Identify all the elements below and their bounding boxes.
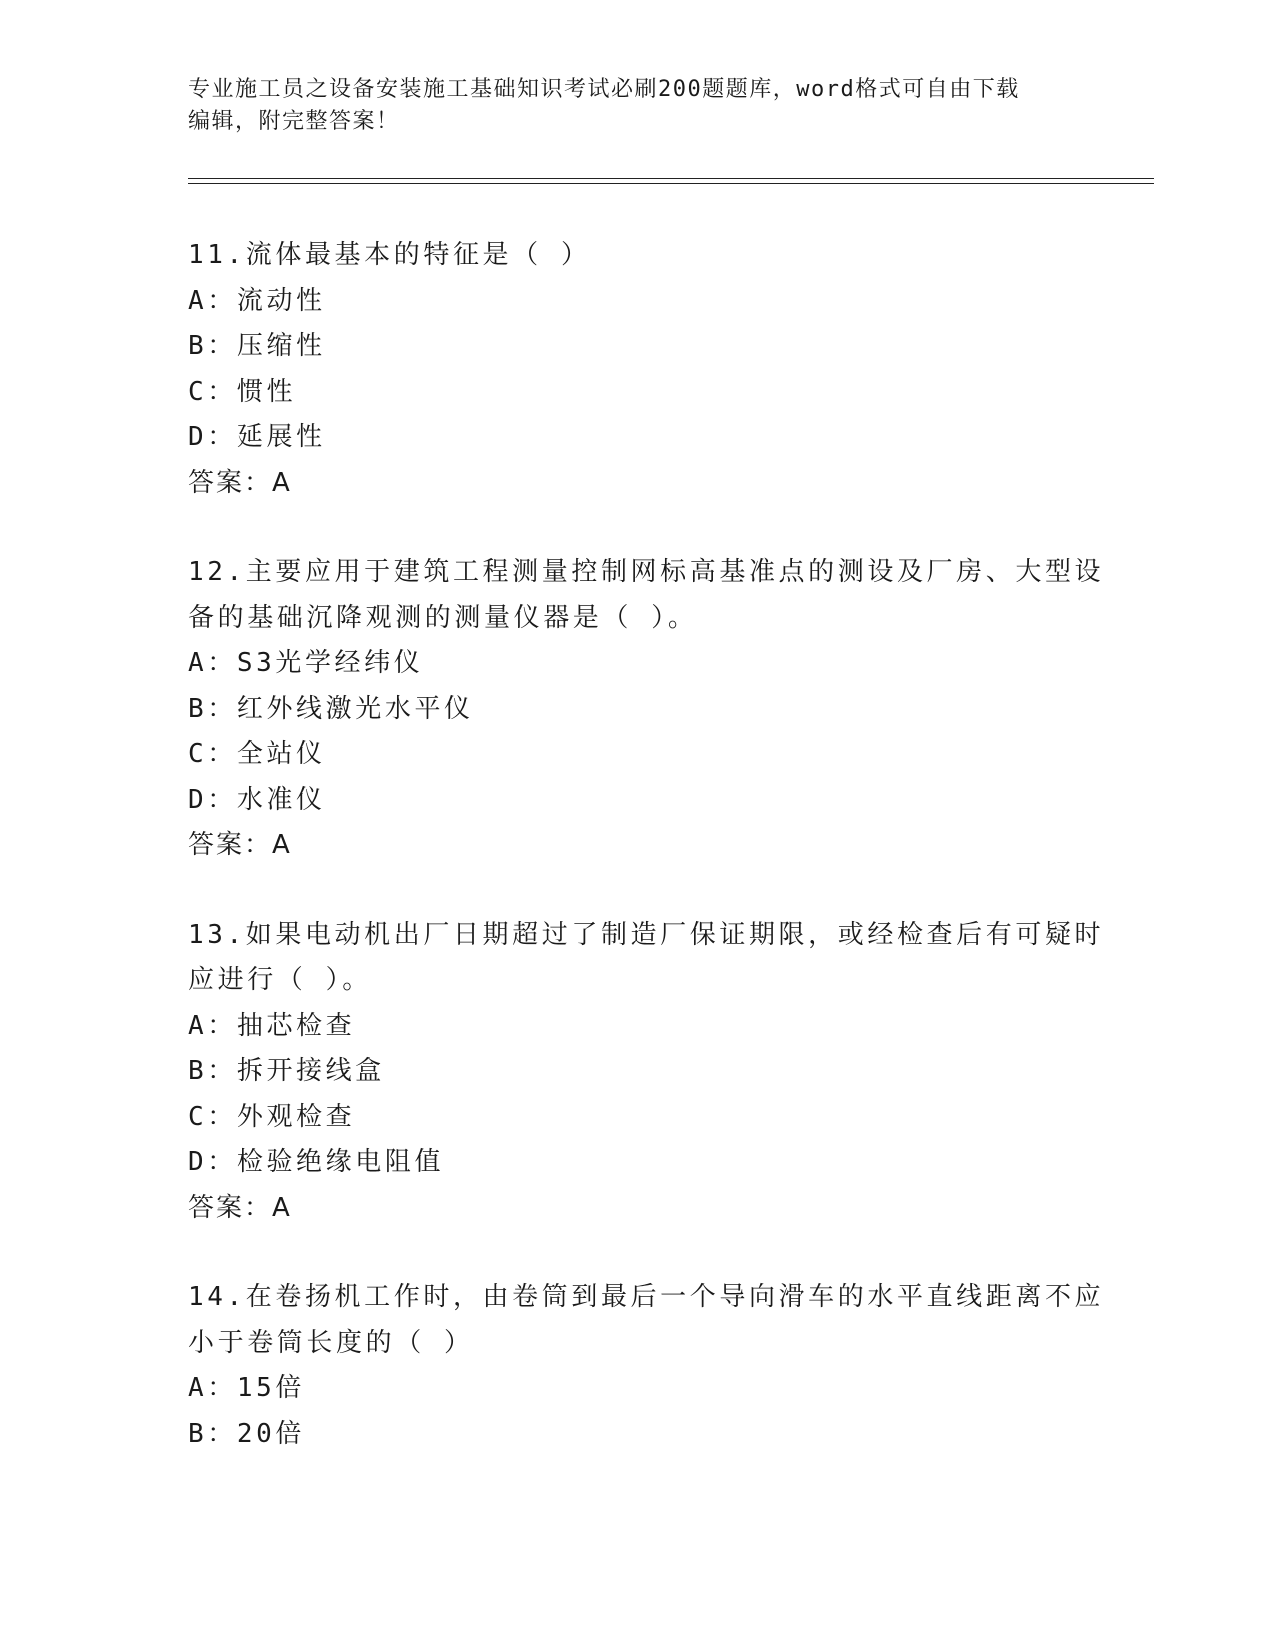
option-d: D：检验绝缘电阻值 [188,1147,445,1177]
option-b: B：红外线激光水平仪 [188,693,474,724]
document-header [188,74,1088,138]
option-d: D：水准仪 [188,784,326,815]
question-stem: 11.流体最基本的特征是（ ） [188,240,591,270]
question-stem-continued: 小于卷筒长度的（ ） [188,1327,474,1358]
option-c: C：惯性 [188,376,297,407]
header-line-1: 专业施工员之设备安装施工基础知识考试必刷200题题库，word格式可自由下载 [188,77,1020,102]
question-stem: 13.如果电动机出厂日期超过了制造厂保证期限，或经检查后有可疑时 [188,919,1105,950]
question-stem: 14.在卷扬机工作时，由卷筒到最后一个导向滑车的水平直线距离不应 [188,1282,1105,1312]
option-b: B：20倍 [188,1418,305,1449]
header-divider-bottom [188,183,1154,184]
option-c: C：全站仪 [188,739,326,769]
answer-line: 答案：A [188,830,292,860]
answer-line: 答案：A [188,1192,292,1223]
question-stem-continued: 备的基础沉降观测的测量仪器是（ ）。 [188,602,698,633]
option-a: A：S3光学经纬仪 [188,648,424,678]
option-b: B：拆开接线盒 [188,1056,385,1086]
question-14 [188,1275,1105,1457]
question-11 [188,233,1088,506]
option-d: D：延展性 [188,422,326,452]
question-12 [188,550,1105,869]
answer-line: 答案：A [188,467,292,498]
option-a: A：15倍 [188,1373,305,1403]
header-divider-top [188,178,1154,179]
option-a: A：抽芯检查 [188,1010,356,1041]
question-stem: 12.主要应用于建筑工程测量控制网标高基准点的测设及厂房、大型设 [188,557,1105,587]
question-stem-continued: 应进行（ ）。 [188,965,372,995]
header-line-2: 编辑，附完整答案！ [188,109,400,134]
option-a: A：流动性 [188,285,326,316]
question-13 [188,913,1105,1232]
option-b: B：压缩性 [188,331,326,361]
question-list [188,233,1105,1501]
option-c: C：外观检查 [188,1101,356,1132]
